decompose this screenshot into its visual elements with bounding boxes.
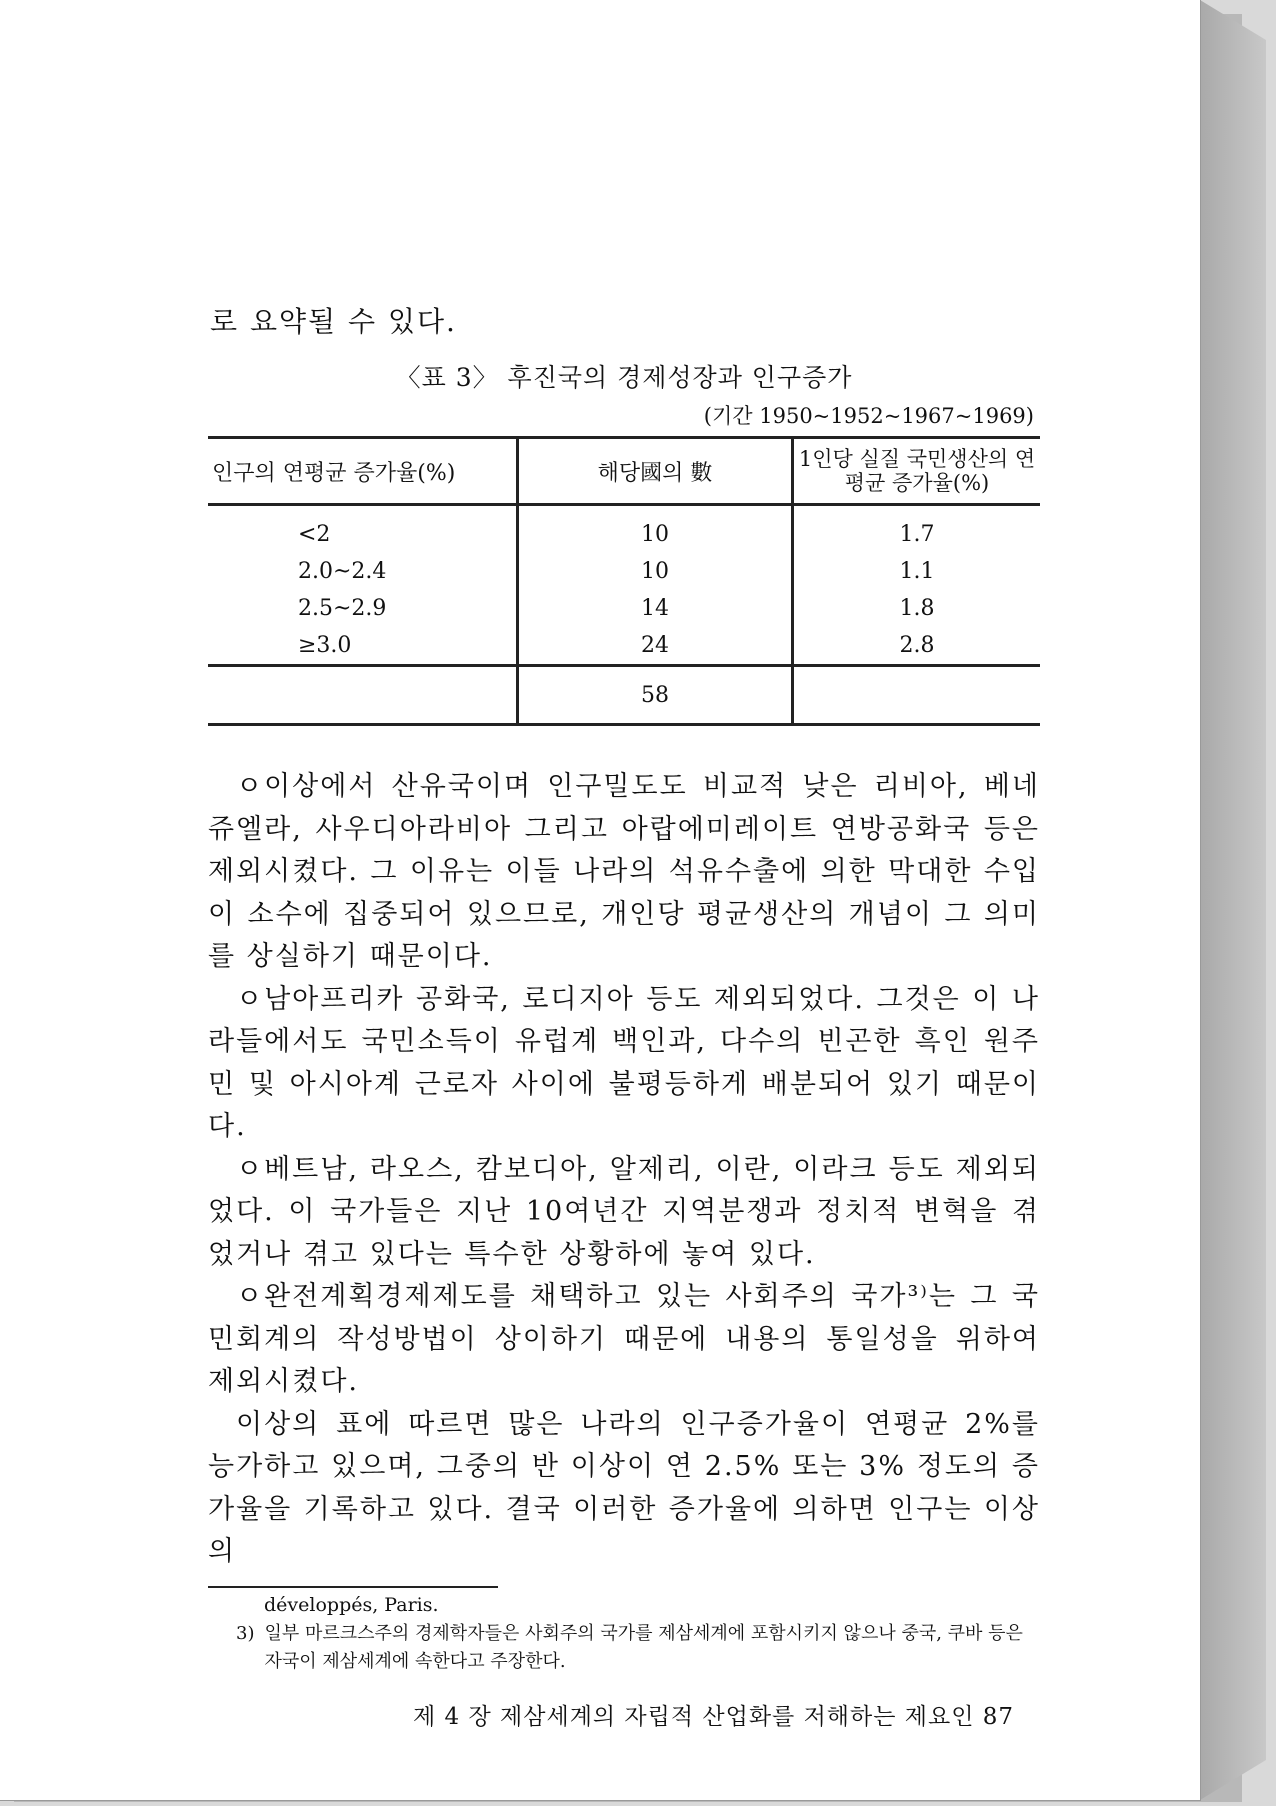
table-cell: 10 <box>518 553 793 590</box>
table-total-cell: 58 <box>518 666 793 725</box>
footnote-text: 일부 마르크스주의 경제학자들은 사회주의 국가를 제삼세계에 포함시키지 않으나 중국, 쿠바 등은 자국이 제삼세계에 속한다고 주장한다. <box>264 1622 1023 1672</box>
table-cell <box>793 666 1041 725</box>
paragraph: ㅇ완전계획경제제도를 채택하고 있는 사회주의 국가³⁾는 그 국민회계의 작성방법이 상이하기 때문에 내용의 통일성을 위하여 제외시켰다. <box>208 1281 1040 1397</box>
table-row <box>208 627 1040 666</box>
table-cell: 2.8 <box>899 633 935 658</box>
table-cell: 24 <box>518 627 793 666</box>
footnote-divider <box>208 1586 498 1588</box>
data-table <box>208 436 1040 726</box>
table-cell: 1.7 <box>899 522 935 547</box>
intro-line: 로 요약될 수 있다. <box>210 305 457 338</box>
table-row <box>208 505 1040 554</box>
table-cell: 1.8 <box>899 596 935 621</box>
column-header: 해당國의 數 <box>518 438 793 505</box>
table-cell: <2 <box>208 505 518 554</box>
paragraph: ㅇ베트남, 라오스, 캄보디아, 알제리, 이란, 이라크 등도 제외되었다. 이 국가들은 지난 10여년간 지역분쟁과 정치적 변혁을 겪었거나 겪고 있다는 특수한 상황하에 놓여 있다. <box>208 1153 1040 1270</box>
paragraph: 이상의 표에 따르면 많은 나라의 인구증가율이 연평균 2%를 능가하고 있으며, 그중의 반 이상이 연 2.5% 또는 3% 정도의 증가율을 기록하고 있다. 결국 이러한 증가율에 의하면 인구는 이상의 <box>208 1408 1040 1567</box>
footnote-continuation <box>264 1594 1040 1616</box>
page-edge <box>1200 0 1266 1800</box>
table-period: (기간 1950~1952~1967~1969) <box>703 404 1034 428</box>
table-row <box>208 553 1040 590</box>
column-header: 1인당 실질 국민생산의 연평균 증가율(%) <box>793 438 1041 505</box>
table-cell <box>208 666 518 725</box>
table-cell: 2.5~2.9 <box>208 590 518 627</box>
footnote-italic: développés, <box>264 1593 379 1616</box>
table-row <box>208 590 1040 627</box>
table-cell: 10 <box>518 505 793 554</box>
table-cell: ≥3.0 <box>208 627 518 666</box>
table-title: 〈표 3〉 후진국의 경제성장과 인구증가 <box>395 363 853 392</box>
table-cell: 14 <box>518 590 793 627</box>
table-cell: 1.1 <box>899 559 935 584</box>
column-header: 인구의 연평균 증가율(%) <box>208 438 518 505</box>
table-total-row <box>208 666 1040 725</box>
table-header-row <box>208 438 1040 505</box>
running-footer: 제 4 장 제삼세계의 자립적 산업화를 저해하는 제요인 87 <box>413 1703 1014 1730</box>
paragraph: ㅇ남아프리카 공화국, 로디지아 등도 제외되었다. 그것은 이 나라들에서도 국민소득이 유럽계 백인과, 다수의 빈곤한 흑인 원주민 및 아시아계 근로자 사이에 불평등하게 배분되어 있기 때문이다. <box>208 983 1040 1142</box>
table-cell: 2.0~2.4 <box>208 553 518 590</box>
footnote-rest: Paris. <box>378 1593 439 1616</box>
footnote-number: 3) <box>236 1622 255 1644</box>
paragraph: ㅇ이상에서 산유국이며 인구밀도도 비교적 낮은 리비아, 베네쥬엘라, 사우디아라비아 그리고 아랍에미레이트 연방공화국 등은 제외시켰다. 그 이유는 이들 나라의 석유수출에 의한 막대한 수입이 소수에 집중되어 있으므로, 개인당 평균생산의 개념이 그 의미를 상실하기 때문이다. <box>208 771 1040 972</box>
footnote <box>236 1620 1040 1676</box>
page-content <box>208 300 1040 1731</box>
body-text <box>208 766 1040 1574</box>
